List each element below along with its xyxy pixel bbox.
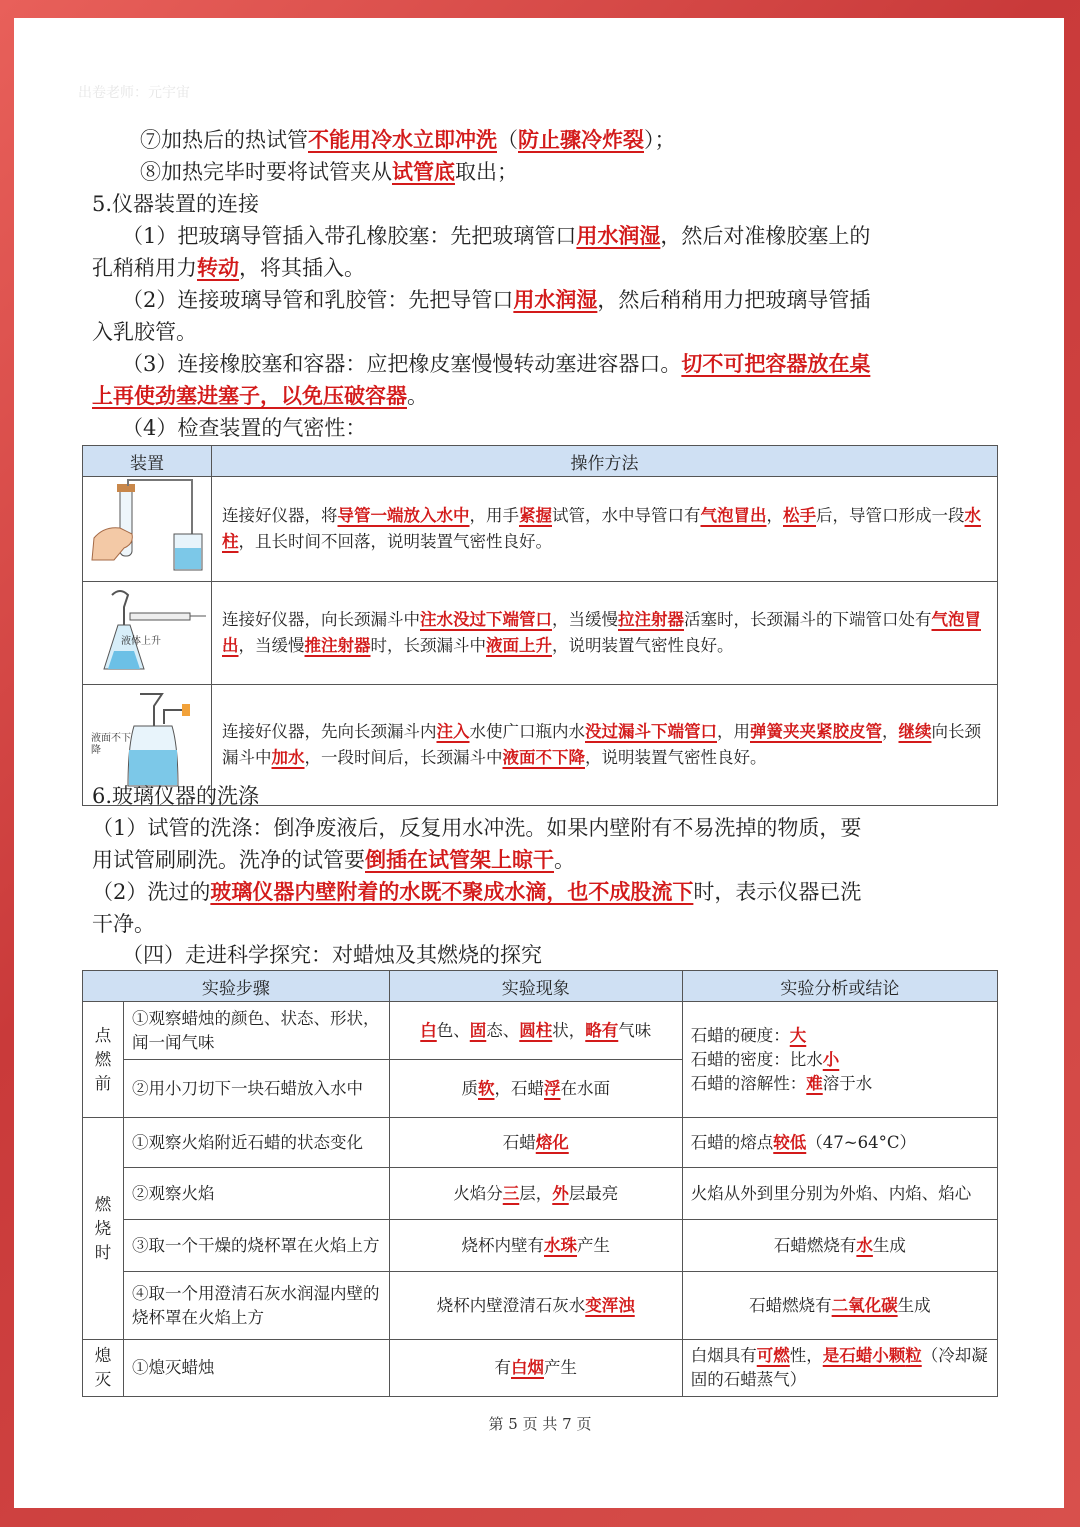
table-row [83, 582, 998, 685]
section-heading: 5.仪器装置的连接 [92, 192, 260, 216]
conclusion-cell: 石蜡的硬度：大 石蜡的密度：比水小 石蜡的溶解性：难溶于水 [682, 1002, 997, 1118]
text-line: 上再使劲塞进塞子，以免压破容器。 [92, 383, 428, 408]
group-label: 点燃前 [83, 1002, 124, 1118]
text-line: （1）试管的洗涤：倒净废液后，反复用水冲洗。如果内壁附有不易洗掉的物质，要 [92, 816, 862, 840]
table-row [83, 1002, 998, 1060]
table-header: 实验现象 [389, 971, 682, 1002]
table-header: 实验步骤 [83, 971, 390, 1002]
text-line: （3）连接橡胶塞和容器：应把橡皮塞慢慢转动塞进容器口。切不可把容器放在桌 [122, 351, 871, 376]
phenomenon-cell: 烧杯内壁有水珠产生 [389, 1220, 682, 1272]
phenomenon-cell: 火焰分三层，外层最亮 [389, 1168, 682, 1220]
phenomenon-cell: 烧杯内壁澄清石灰水变浑浊 [389, 1272, 682, 1340]
step-cell: ①观察火焰附近石蜡的状态变化 [124, 1118, 390, 1168]
table-row [83, 1118, 998, 1168]
phenomenon-cell: 白色、固态、圆柱状，略有气味 [389, 1002, 682, 1060]
text-line: （2）洗过的玻璃仪器内壁附着的水既不聚成水滴，也不成股流下时，表示仪器已洗 [92, 879, 862, 904]
text-line: （2）连接玻璃导管和乳胶管：先把导管口用水润湿，然后稍稍用力把玻璃导管插 [122, 287, 871, 312]
candle-experiment-table [82, 970, 998, 1397]
step-cell: ③取一个干燥的烧杯罩在火焰上方 [124, 1220, 390, 1272]
table-header: 装置 [83, 446, 212, 477]
table-row [83, 1168, 998, 1220]
conclusion-cell: 火焰从外到里分别为外焰、内焰、焰心 [682, 1168, 997, 1220]
conclusion-cell: 石蜡燃烧有水生成 [682, 1220, 997, 1272]
step-cell: ②观察火焰 [124, 1168, 390, 1220]
apparatus-image [83, 477, 212, 582]
step-cell: ①熄灭蜡烛 [124, 1340, 390, 1397]
airtightness-table [82, 445, 998, 806]
text-line: ⑦加热后的热试管不能用冷水立即冲洗（防止骤冷炸裂）； [140, 127, 676, 152]
group-label: 燃烧时 [83, 1118, 124, 1340]
section-heading: 6.玻璃仪器的洗涤 [92, 784, 260, 808]
step-cell: ④取一个用澄清石灰水润湿内壁的烧杯罩在火焰上方 [124, 1272, 390, 1340]
phenomenon-cell: 有白烟产生 [389, 1340, 682, 1397]
syringe-flask-icon [84, 583, 208, 679]
step-cell: ①观察蜡烛的颜色、状态、形状，闻一闻气味 [124, 1002, 390, 1060]
text-line: 干净。 [92, 912, 155, 936]
level-not-drop-label: 液面不下降 [91, 733, 131, 756]
group-label: 熄灭 [83, 1340, 124, 1397]
text-line: （4）检查装置的气密性： [122, 416, 367, 440]
step-cell: ②用小刀切下一块石蜡放入水中 [124, 1060, 390, 1118]
text-line: 用试管刷刷洗。洗净的试管要倒插在试管架上晾干。 [92, 847, 575, 872]
text-line: （1）把玻璃导管插入带孔橡胶塞：先把玻璃管口用水润湿，然后对准橡胶塞上的 [122, 223, 871, 248]
phenomenon-cell: 石蜡熔化 [389, 1118, 682, 1168]
conclusion-cell: 石蜡的熔点较低（47~64°C） [682, 1118, 997, 1168]
table-row [83, 1340, 998, 1397]
conclusion-cell: 白烟具有可燃性，是石蜡小颗粒（冷却凝固的石蜡蒸气） [682, 1340, 997, 1397]
apparatus-image [83, 582, 212, 685]
table-header: 操作方法 [212, 446, 998, 477]
conclusion-cell: 石蜡燃烧有二氧化碳生成 [682, 1272, 997, 1340]
operation-method: 连接好仪器，先向长颈漏斗内注入水使广口瓶内水没过漏斗下端管口，用弹簧夹夹紧胶皮管，继续向长颈漏斗中加水，一段时间后，长颈漏斗中液面不下降，说明装置气密性良好。 [212, 685, 998, 806]
operation-method: 连接好仪器，向长颈漏斗中注水没过下端管口，当缓慢拉注射器活塞时，长颈漏斗的下端管口处有气泡冒出，当缓慢推注射器时，长颈漏斗中液面上升，说明装置气密性良好。 [212, 582, 998, 685]
liquid-rise-label: 液体上升 [121, 636, 161, 647]
faint-header: 出卷老师：元宇宙 [78, 85, 190, 101]
hand-test-tube-icon [84, 478, 208, 576]
operation-method: 连接好仪器，将导管一端放入水中，用手紧握试管，水中导管口有气泡冒出，松手后，导管口形成一段水柱，且长时间不回落，说明装置气密性良好。 [212, 477, 998, 582]
text-line: ⑧加热完毕时要将试管夹从试管底取出； [140, 159, 518, 184]
table-row [83, 477, 998, 582]
text-line: 孔稍稍用力转动，将其插入。 [92, 255, 365, 280]
table-row [83, 1220, 998, 1272]
text-line: 入乳胶管。 [92, 320, 197, 344]
table-row [83, 1272, 998, 1340]
page-number: 第 5 页 共 7 页 [488, 1415, 592, 1433]
section-heading: （四）走进科学探究：对蜡烛及其燃烧的探究 [122, 943, 542, 967]
table-header: 实验分析或结论 [682, 971, 997, 1002]
phenomenon-cell: 质软，石蜡浮在水面 [389, 1060, 682, 1118]
